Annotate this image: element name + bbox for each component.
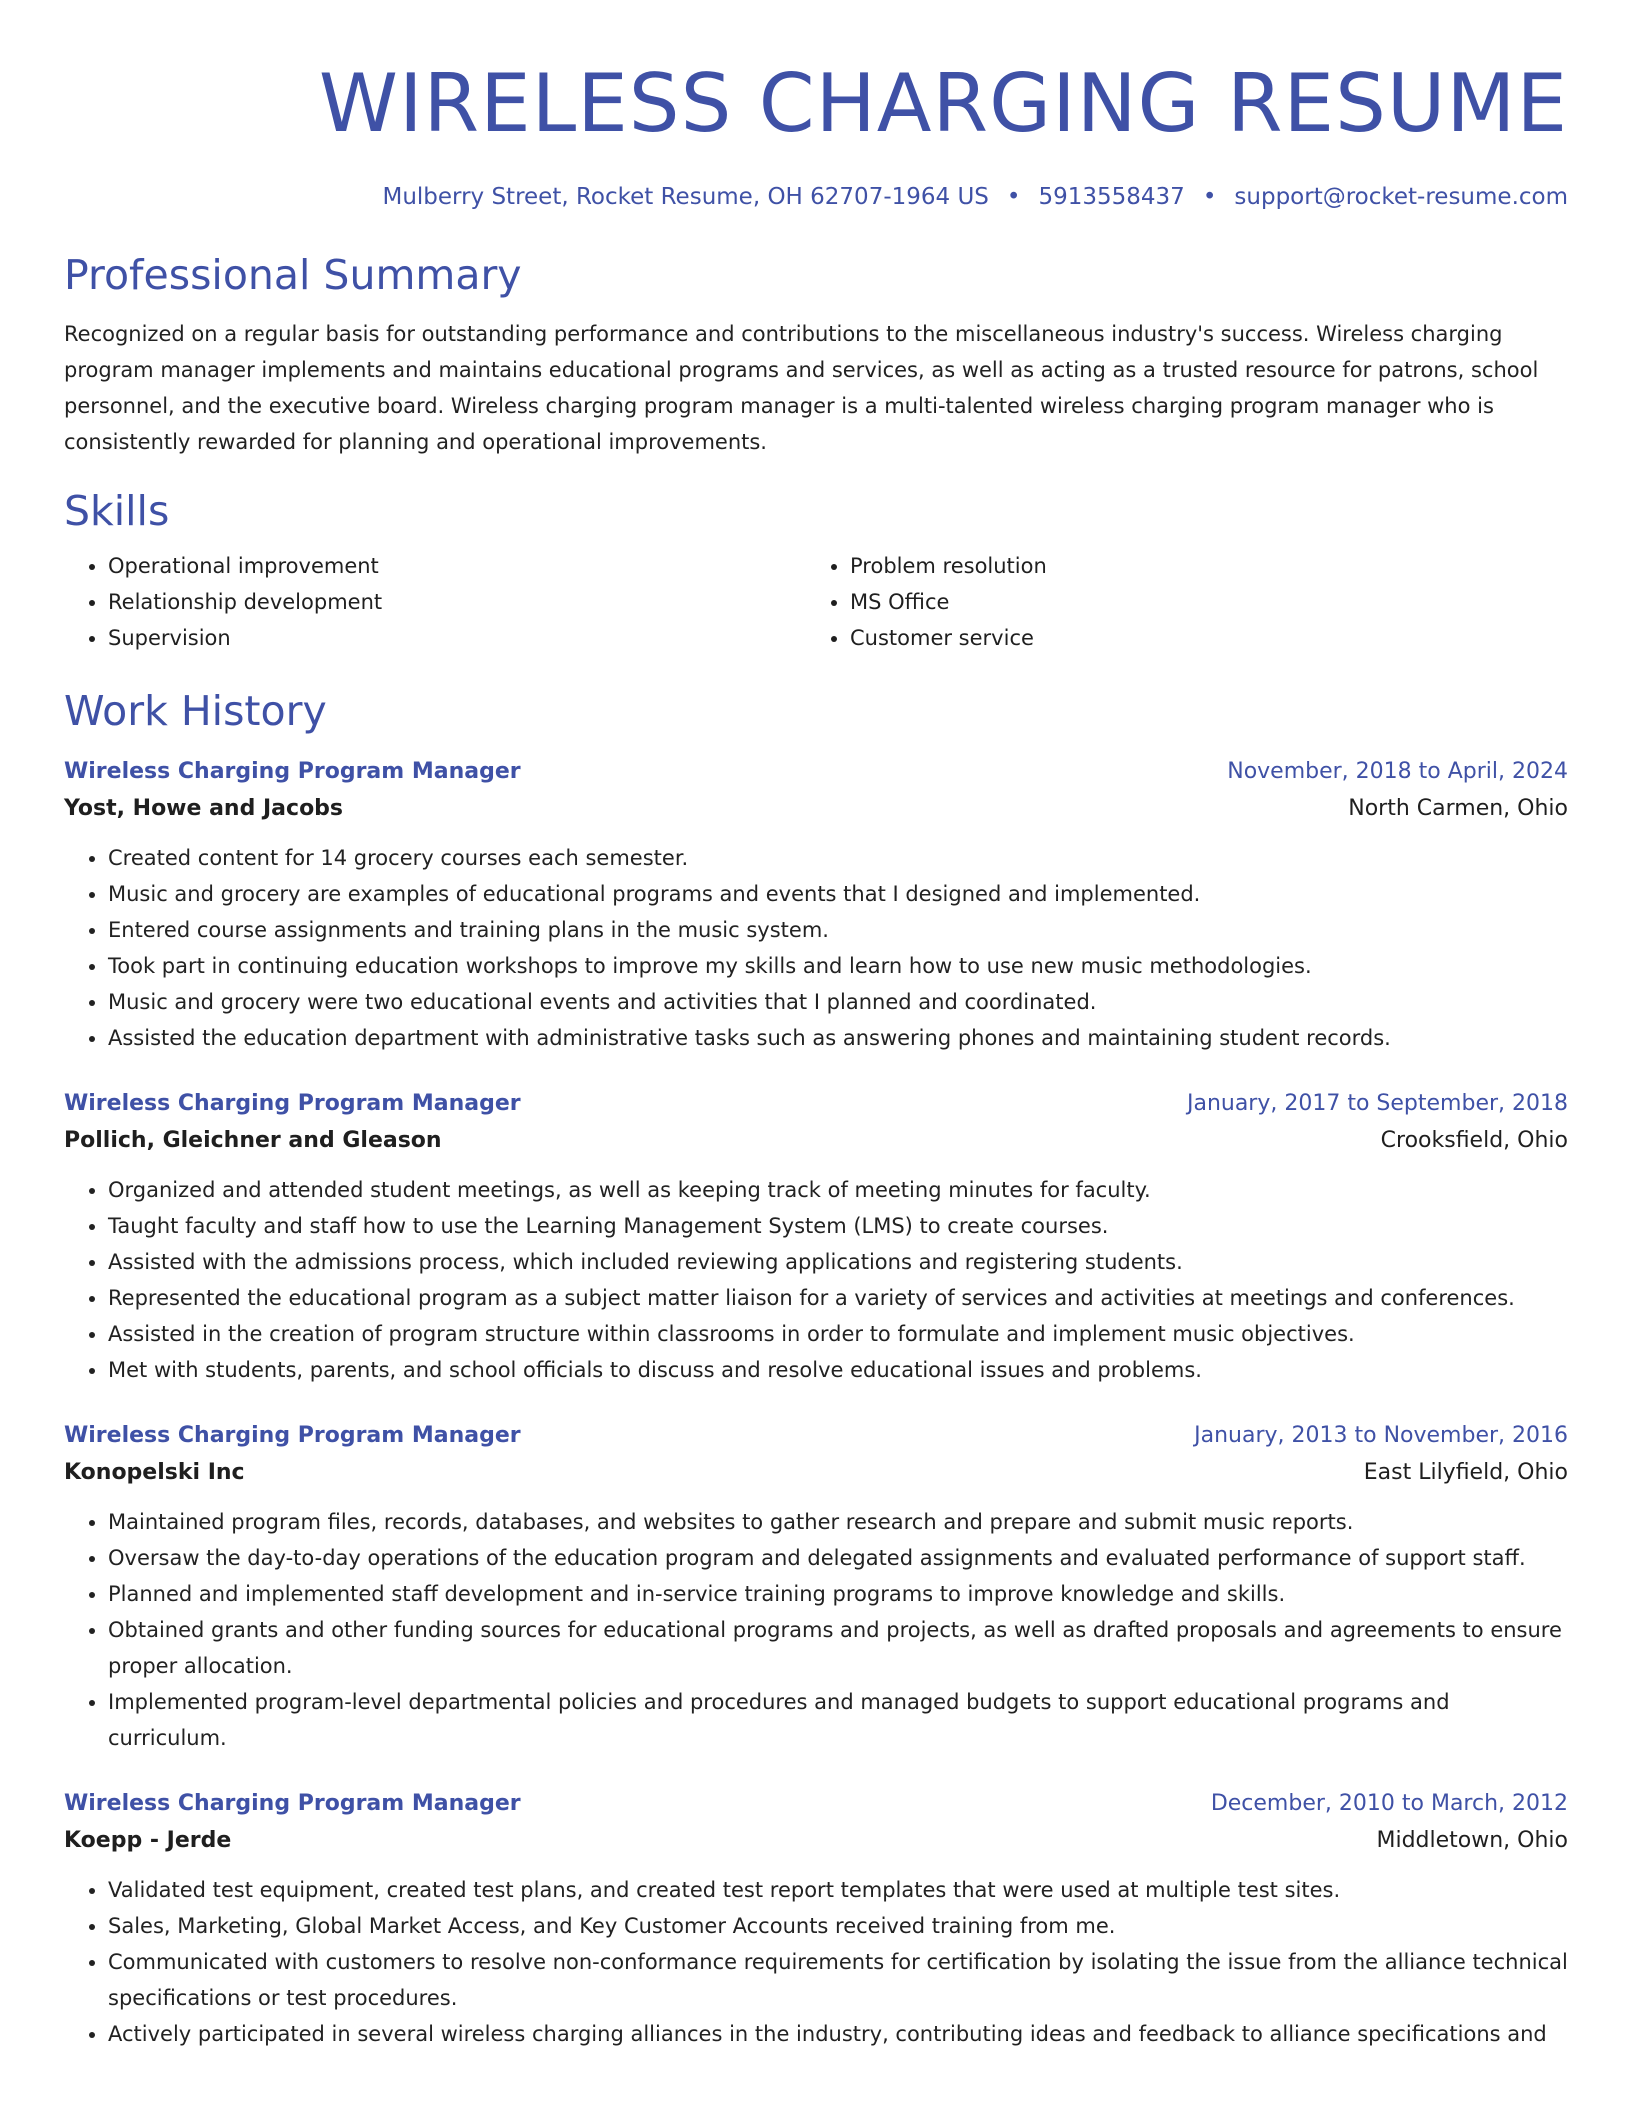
job-bullet: • Obtained grants and other funding sources for educational programs and projects, as well as drafted proposals and agreements to ensure proper allocation. [108, 1612, 1568, 1684]
job-location: East Lilyfield, Ohio [1363, 1460, 1568, 1485]
job-bullet: • Took part in continuing education workshops to improve my skills and learn how to use new music methodologies. [108, 948, 1568, 984]
job-company-row [64, 1822, 1568, 1860]
job-bullet: • Maintained program files, records, databases, and websites to gather research and prepare and submit music reports. [108, 1504, 1568, 1540]
job-title: Wireless Charging Program Manager [64, 759, 521, 784]
job-header-row [64, 1086, 1568, 1122]
job-entry [64, 754, 1568, 1056]
skills-column-right [806, 548, 1548, 656]
job-header-row [64, 754, 1568, 790]
contact-separator: • [1006, 184, 1021, 210]
summary-heading: Professional Summary [64, 251, 522, 299]
job-dates: January, 2017 to September, 2018 [1186, 1091, 1568, 1116]
job-bullet: • Music and grocery are examples of educational programs and events that I designed and implemented. [108, 876, 1568, 912]
job-bullet: • Assisted in the creation of program structure within classrooms in order to formulate and implement music objectives. [108, 1316, 1568, 1352]
contact-line [64, 182, 1568, 212]
job-bullet: • Oversaw the day-to-day operations of the education program and delegated assignments and evaluated performance of support staff. [108, 1540, 1568, 1576]
skill-item: • Problem resolution [850, 548, 1548, 584]
job-bullet: • Created content for 14 grocery courses each semester. [108, 840, 1568, 876]
job-company-row [64, 1122, 1568, 1160]
job-bullets [64, 1872, 1568, 2052]
job-entry [64, 1086, 1568, 1388]
job-bullet: • Assisted with the admissions process, which included reviewing applications and registering students. [108, 1244, 1568, 1280]
work-history-heading: Work History [64, 687, 327, 735]
skill-item: • Supervision [108, 620, 806, 656]
job-bullets [64, 840, 1568, 1056]
job-company-row [64, 1454, 1568, 1492]
job-bullet: • Communicated with customers to resolve non-conformance requirements for certification by isolating the issue from the alliance technical specifications or test procedures. [108, 1944, 1568, 2016]
job-bullet: • Validated test equipment, created test plans, and created test report templates that were used at multiple test sites. [108, 1872, 1568, 1908]
skill-item: • Operational improvement [108, 548, 806, 584]
job-company: Yost, Howe and Jacobs [64, 796, 344, 821]
skills-list [64, 548, 1568, 656]
job-bullets [64, 1504, 1568, 1756]
resume-page [64, 0, 1568, 2052]
skill-item: • MS Office [850, 584, 1548, 620]
job-bullet: • Organized and attended student meetings, as well as keeping track of meeting minutes for faculty. [108, 1172, 1568, 1208]
resume-name: WIRELESS CHARGING RESUME [318, 57, 1568, 150]
job-bullet: • Entered course assignments and training plans in the music system. [108, 912, 1568, 948]
job-bullet: • Music and grocery were two educational events and activities that I planned and coordinated. [108, 984, 1568, 1020]
skill-item: • Customer service [850, 620, 1548, 656]
job-bullets [64, 1172, 1568, 1388]
job-company-row [64, 790, 1568, 828]
job-header-row [64, 1418, 1568, 1454]
contact-email: support@rocket-resume.com [1234, 184, 1568, 210]
job-bullet: • Met with students, parents, and school officials to discuss and resolve educational issues and problems. [108, 1352, 1568, 1388]
job-title: Wireless Charging Program Manager [64, 1423, 521, 1448]
job-title: Wireless Charging Program Manager [64, 1091, 521, 1116]
job-location: Crooksfield, Ohio [1380, 1128, 1568, 1153]
job-company: Koepp - Jerde [64, 1828, 232, 1853]
job-bullet: • Implemented program-level departmental policies and procedures and managed budgets to support educational programs and curriculum. [108, 1684, 1568, 1756]
job-dates: November, 2018 to April, 2024 [1227, 759, 1568, 784]
job-bullet: • Actively participated in several wireless charging alliances in the industry, contributing ideas and feedback to alliance specifications and [108, 2016, 1568, 2052]
job-bullet: • Taught faculty and staff how to use the Learning Management System (LMS) to create courses. [108, 1208, 1568, 1244]
job-company: Pollich, Gleichner and Gleason [64, 1128, 442, 1153]
job-location: Middletown, Ohio [1376, 1828, 1568, 1853]
job-bullet: • Sales, Marketing, Global Market Access, and Key Customer Accounts received training from me. [108, 1908, 1568, 1944]
skills-heading: Skills [64, 487, 170, 535]
skill-item: • Relationship development [108, 584, 806, 620]
job-entry [64, 1786, 1568, 2052]
job-bullet: • Assisted the education department with administrative tasks such as answering phones and maintaining student records. [108, 1020, 1568, 1056]
skills-column-left [64, 548, 806, 656]
contact-separator: • [1202, 184, 1217, 210]
contact-address: Mulberry Street, Rocket Resume, OH 62707-1964 US [382, 184, 989, 210]
summary-text: Recognized on a regular basis for outstanding performance and contributions to the miscellaneous industry's success. Wireless charging program manager implements and maintains educational programs and services, as well as acting as a trusted resource for patrons, school personnel, and the executive board. Wireless charging program manager is a multi-talented wireless charging program manager who is consistently rewarded for planning and operational improvements. [64, 322, 1539, 454]
contact-phone: 5913558437 [1038, 184, 1185, 210]
job-dates: December, 2010 to March, 2012 [1210, 1791, 1568, 1816]
job-entry [64, 1418, 1568, 1756]
job-location: North Carmen, Ohio [1348, 796, 1568, 821]
job-header-row [64, 1786, 1568, 1822]
job-bullet: • Represented the educational program as a subject matter liaison for a variety of services and activities at meetings and conferences. [108, 1280, 1568, 1316]
job-company: Konopelski Inc [64, 1460, 245, 1485]
job-bullet: • Planned and implemented staff development and in-service training programs to improve knowledge and skills. [108, 1576, 1568, 1612]
job-title: Wireless Charging Program Manager [64, 1791, 521, 1816]
job-dates: January, 2013 to November, 2016 [1194, 1423, 1568, 1448]
